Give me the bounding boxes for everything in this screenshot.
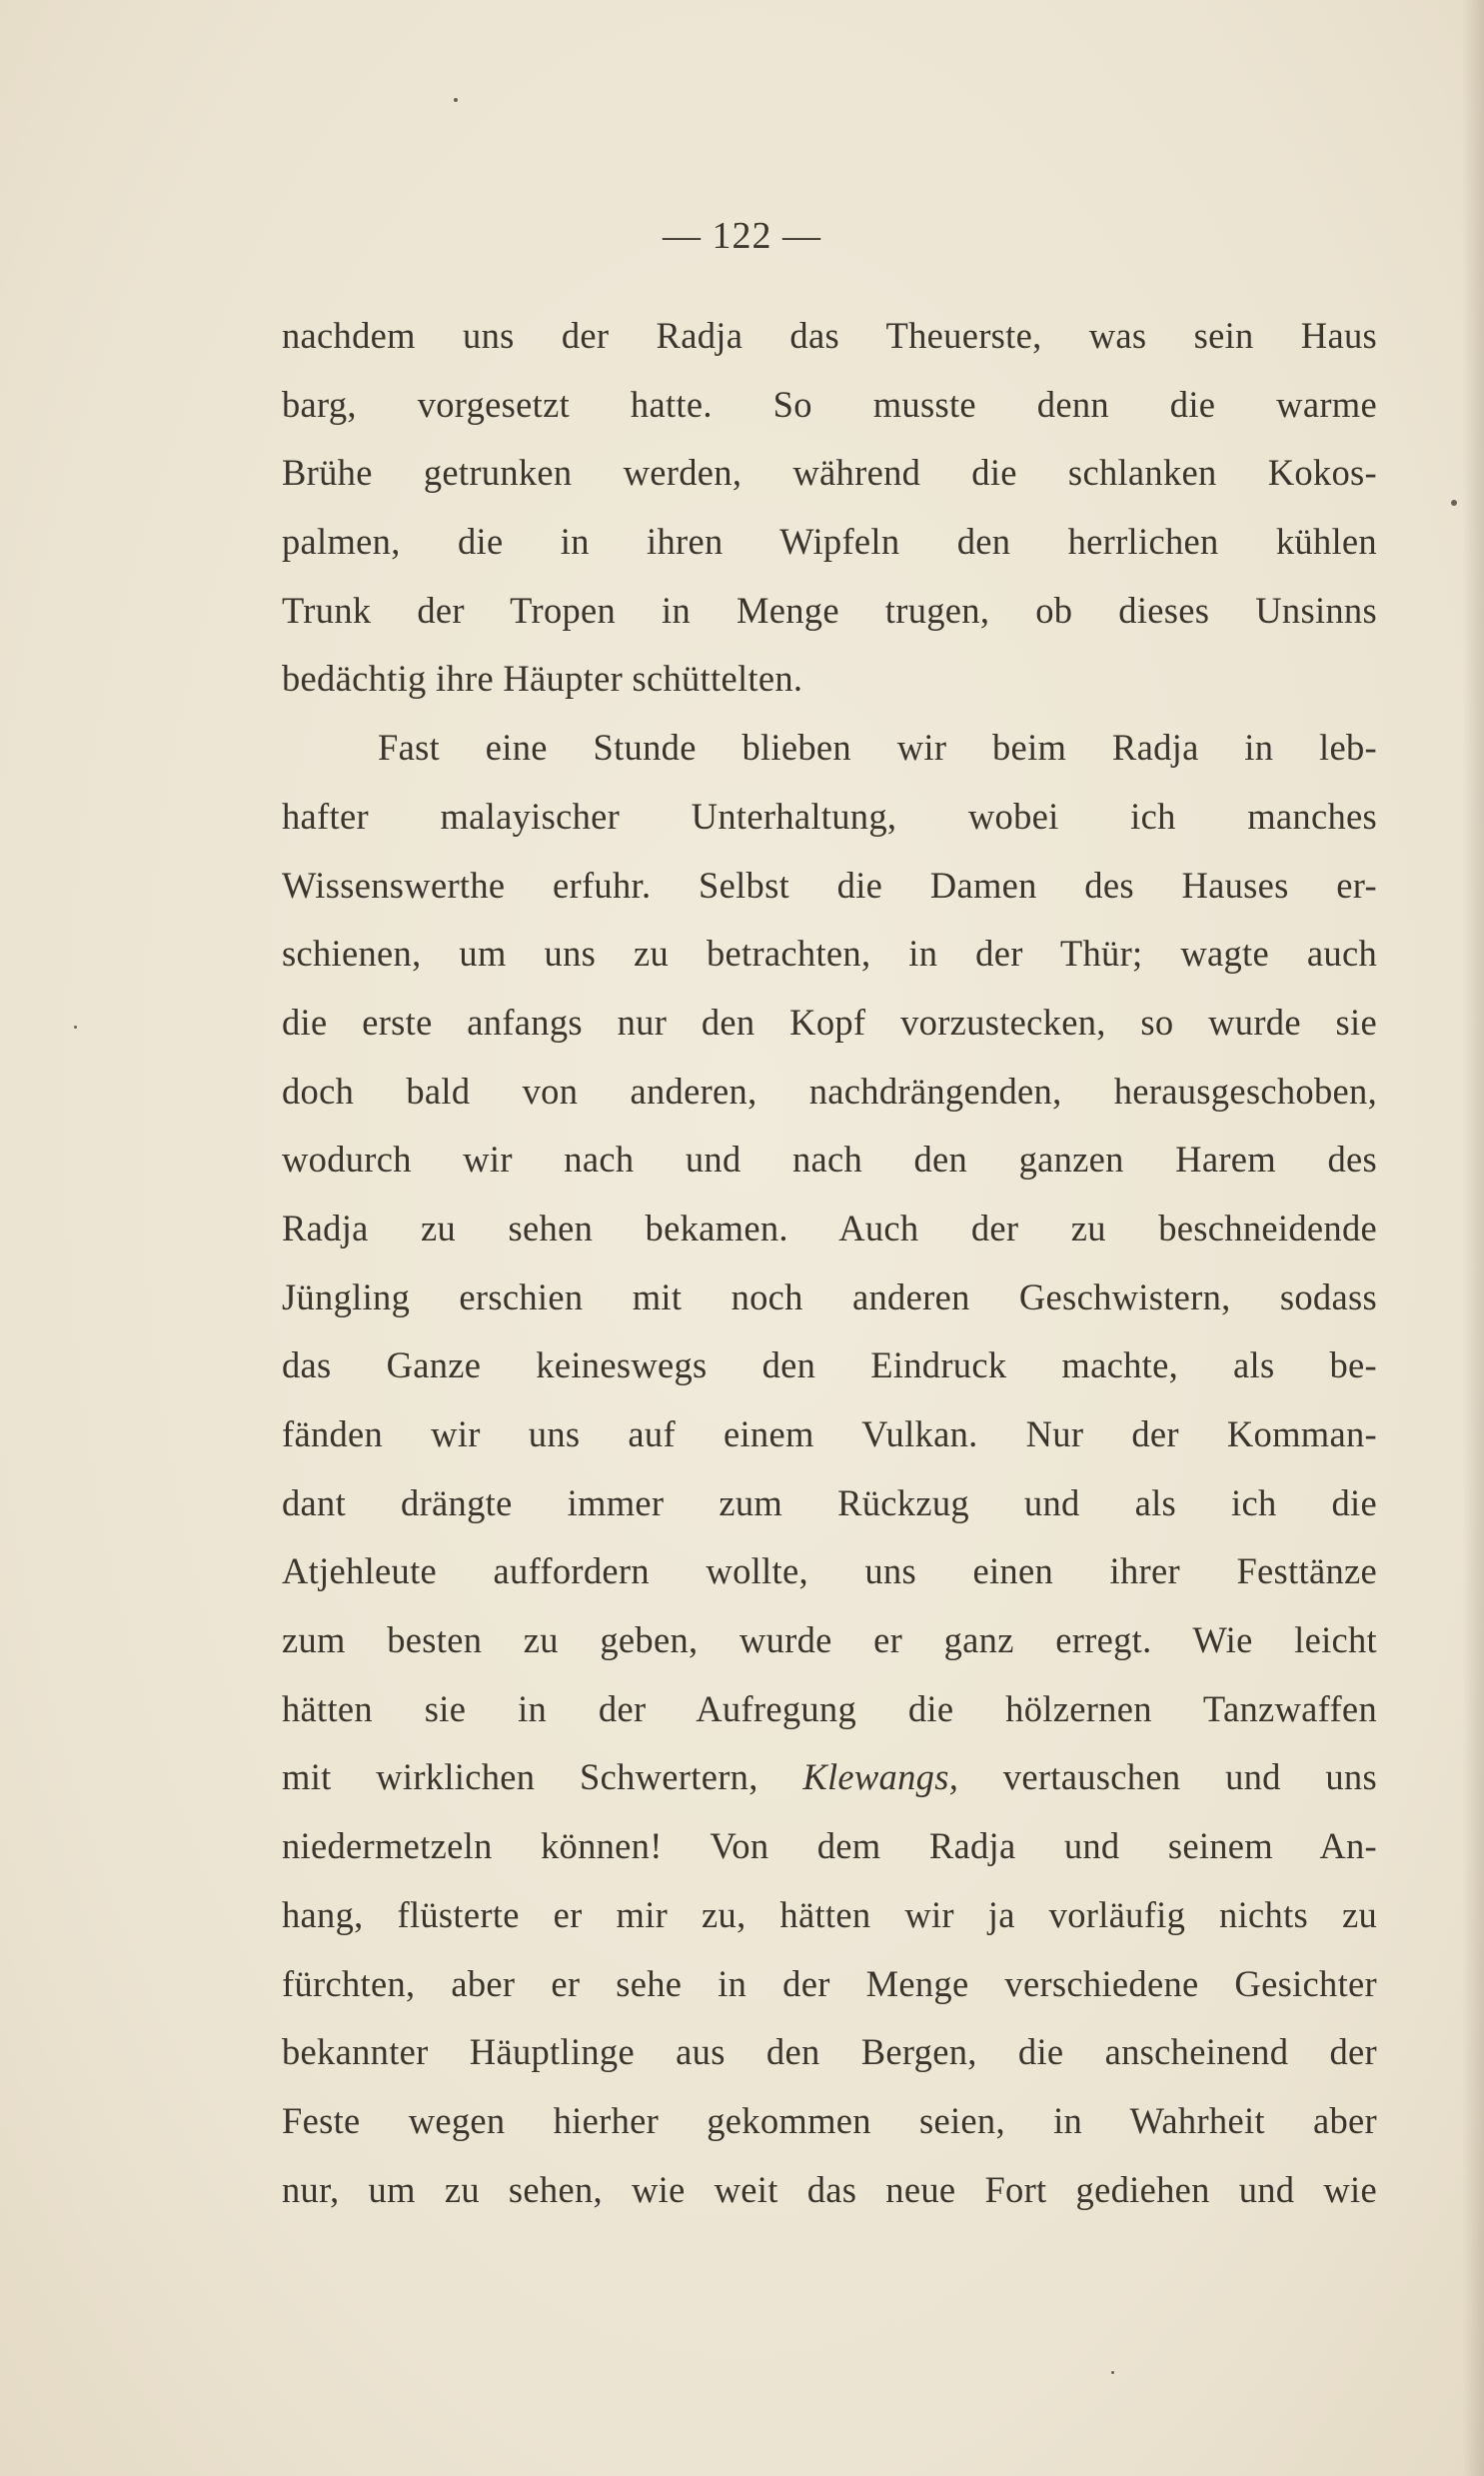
page-number: — 122 —: [663, 215, 821, 257]
text-line: das Ganze keineswegs den Eindruck machte, als be-: [282, 1344, 1377, 1386]
text-line: Radja zu sehen bekamen. Auch der zu beschneidende: [282, 1207, 1377, 1248]
paper-speck: [1111, 2371, 1114, 2374]
text-line: hätten sie in der Aufregung die hölzernen Tanzwaffen: [282, 1687, 1377, 1729]
text-line: zum besten zu geben, wurde er ganz erregt. Wie leicht: [282, 1619, 1377, 1661]
italic-term: Klewangs,: [802, 1756, 959, 1798]
text-line: hang, flüsterte er mir zu, hätten wir ja vorläufig nichts zu: [282, 1893, 1377, 1935]
text-line: doch bald von anderen, nachdrängenden, herausgeschoben,: [282, 1070, 1377, 1112]
text-line: Wissenswerthe erfuhr. Selbst die Damen des Hauses er-: [282, 864, 1377, 906]
text-line: hafter malayischer Unterhaltung, wobei ich manches: [282, 795, 1377, 837]
paper-speck: [74, 1026, 77, 1029]
body-text: [282, 302, 1377, 2224]
text-line: niedermetzeln können! Von dem Radja und seinem An-: [282, 1825, 1377, 1867]
text-line: nachdem uns der Radja das Theuerste, was sein Haus: [282, 315, 1377, 356]
text-line: wodurch wir nach und nach den ganzen Harem des: [282, 1139, 1377, 1181]
text-segment: mit wirklichen Schwertern,: [282, 1756, 803, 1798]
text-line: fänden wir uns auf einem Vulkan. Nur der Komman-: [282, 1413, 1377, 1454]
text-segment: vertauschen und uns: [958, 1756, 1377, 1798]
paper-speck: [1451, 500, 1457, 506]
text-line-with-italic: [282, 1743, 1377, 1812]
text-line: nur, um zu sehen, wie weit das neue Fort gediehen und wie: [282, 2168, 1377, 2210]
text-line: die erste anfangs nur den Kopf vorzustecken, so wurde sie: [282, 1001, 1377, 1043]
paragraph-first-line: Fast eine Stunde blieben wir beim Radja in leb-: [378, 727, 1377, 769]
text-line: Atjehleute auffordern wollte, uns einen ihrer Festtänze: [282, 1550, 1377, 1592]
text-line: schienen, um uns zu betrachten, in der Thür; wagte auch: [282, 933, 1377, 975]
text-line: palmen, die in ihren Wipfeln den herrlichen kühlen: [282, 521, 1377, 563]
text-line: Trunk der Tropen in Menge trugen, ob dieses Unsinns: [282, 589, 1377, 631]
text-line: dant drängte immer zum Rückzug und als ich die: [282, 1481, 1377, 1523]
text-line: barg, vorgesetzt hatte. So musste denn die warme: [282, 383, 1377, 425]
text-line: bekannter Häuptlinge aus den Bergen, die anscheinend der: [282, 2031, 1377, 2073]
text-line: Jüngling erschien mit noch anderen Geschwistern, sodass: [282, 1275, 1377, 1317]
paper-speck: [454, 98, 458, 102]
text-line: fürchten, aber er sehe in der Menge verschiedene Gesichter: [282, 1962, 1377, 2004]
page-edge-shadow: [1462, 0, 1484, 2476]
text-line: Feste wegen hierher gekommen seien, in Wahrheit aber: [282, 2099, 1377, 2141]
text-line: Brühe getrunken werden, während die schlanken Kokos-: [282, 452, 1377, 494]
paragraph-end-line: bedächtig ihre Häupter schüttelten.: [282, 658, 803, 700]
